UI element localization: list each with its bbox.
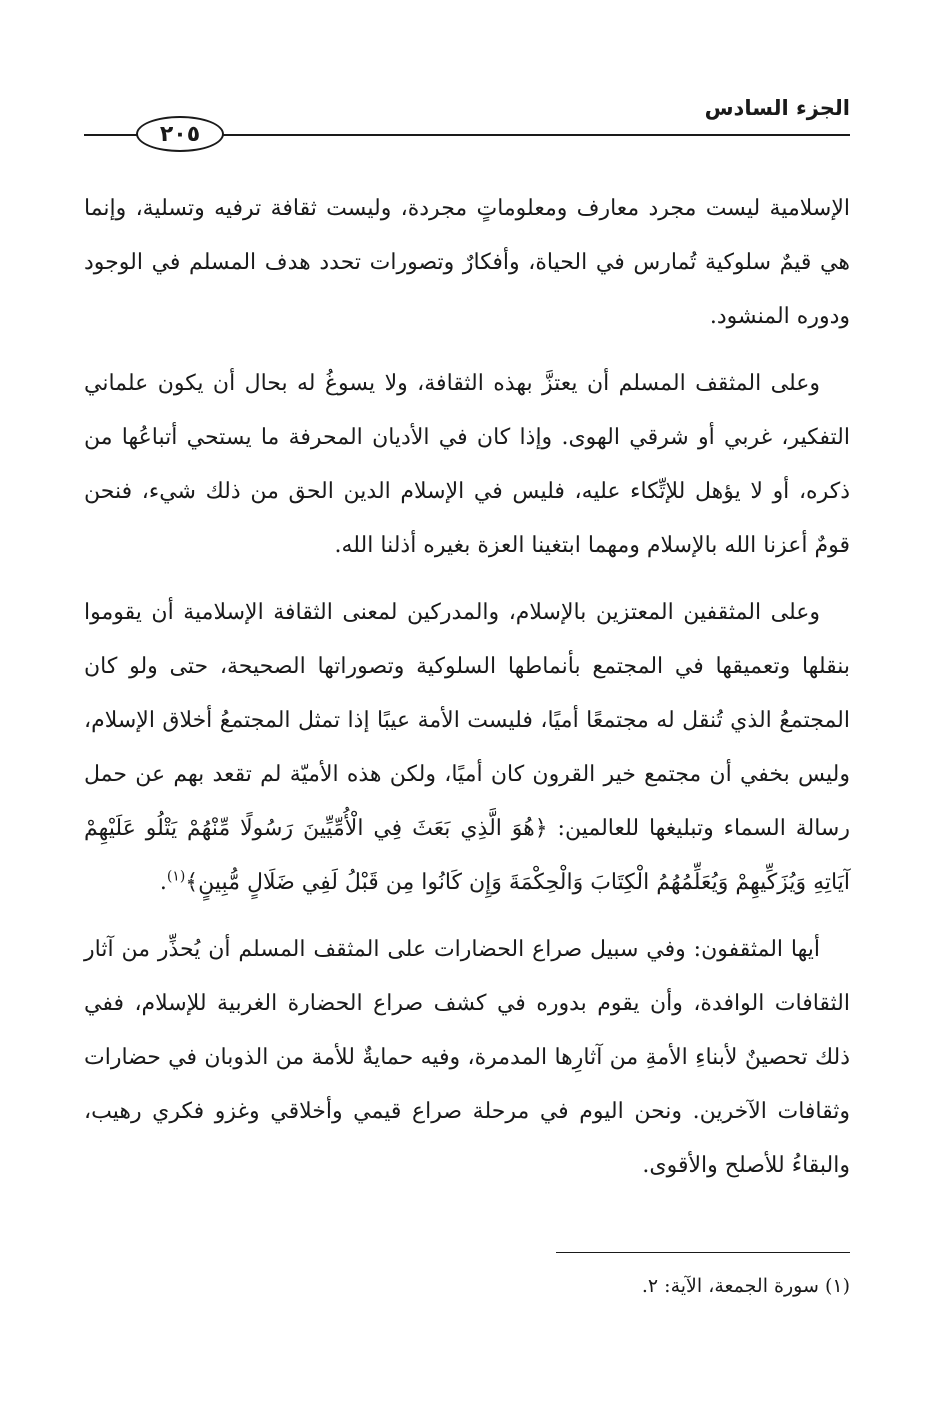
page-number: ٢٠٥ (136, 116, 224, 152)
paragraph-text: وعلى المثقفين المعتزين بالإسلام، والمدركين لمعنى الثقافة الإسلامية أن يقوموا بنقلها وتعميقها في المجتمع بأنماطها السلوكية وتصوراتها الصحيحة، حتى ولو كان المجتمعُ الذي تُنقل له مجتمعًا أميًا، فليست الأمة عيبًا إذا تمثل المجتمعُ أخلاق الإسلام، وليس بخفي أن مجتمع خير القرون كان أميًا، ولكن هذه الأميّة لم تقعد بهم عن حمل رسالة السماء وتبليغها للعالمين: ﴿هُوَ الَّذِي بَعَثَ فِي الْأُمِّيِّينَ رَسُولًا مِّنْهُمْ يَتْلُو عَلَيْهِمْ آيَاتِهِ وَيُزَكِّيهِمْ وَيُعَلِّمُهُمُ الْكِتَابَ وَالْحِكْمَةَ وَإِن كَانُوا مِن قَبْلُ لَفِي ضَلَالٍ مُّبِينٍ﴾ (84, 600, 850, 895)
footnote: (١) سورة الجمعة، الآية: ٢. (641, 1275, 850, 1297)
paragraph: وعلى المثقف المسلم أن يعتزَّ بهذه الثقافة، ولا يسوغُ له بحال أن يكون علماني التفكير، غربي أو شرقي الهوى. وإذا كان في الأديان المحرفة ما يستحي أتباعُها من ذكره، أو لا يؤهل للإتِّكاء عليه، فليس في الإسلام الدين الحق من ذلك شيء، فنحن قومٌ أعزنا الله بالإسلام ومهما ابتغينا العزة بغيره أذلنا الله. (84, 371, 850, 558)
paragraph: أيها المثقفون: وفي سبيل صراع الحضارات على المثقف المسلم أن يُحذِّر من آثار الثقافات الوافدة، وأن يقوم بدوره في كشف صراع الحضارة الغربية للإسلام، ففي ذلك تحصينٌ لأبناءِ الأمةِ من آثارِها المدمرة، وفيه حمايةٌ للأمة من الذوبان في حضارات وثقافات الآخرين. ونحن اليوم في مرحلة صراع قيمي وأخلاقي وغزو فكري رهيب، والبقاءُ للأصلح والأقوى. (84, 937, 850, 1178)
footnote-rule (556, 1252, 850, 1253)
paragraph: الإسلامية ليست مجرد معارف ومعلوماتٍ مجردة، وليست ثقافة ترفيه وتسلية، وإنما هي قيمٌ سلوكية تُمارس في الحياة، وأفكارٌ وتصورات تحدد هدف المسلم في الوجود ودوره المنشود. (84, 196, 850, 329)
paragraph-with-quran-verse (84, 586, 850, 910)
paragraph-tail: . (159, 870, 167, 895)
footnote-reference: (١) (166, 868, 186, 885)
body-text (84, 182, 850, 1206)
running-head-title: الجزء السادس (704, 96, 850, 120)
